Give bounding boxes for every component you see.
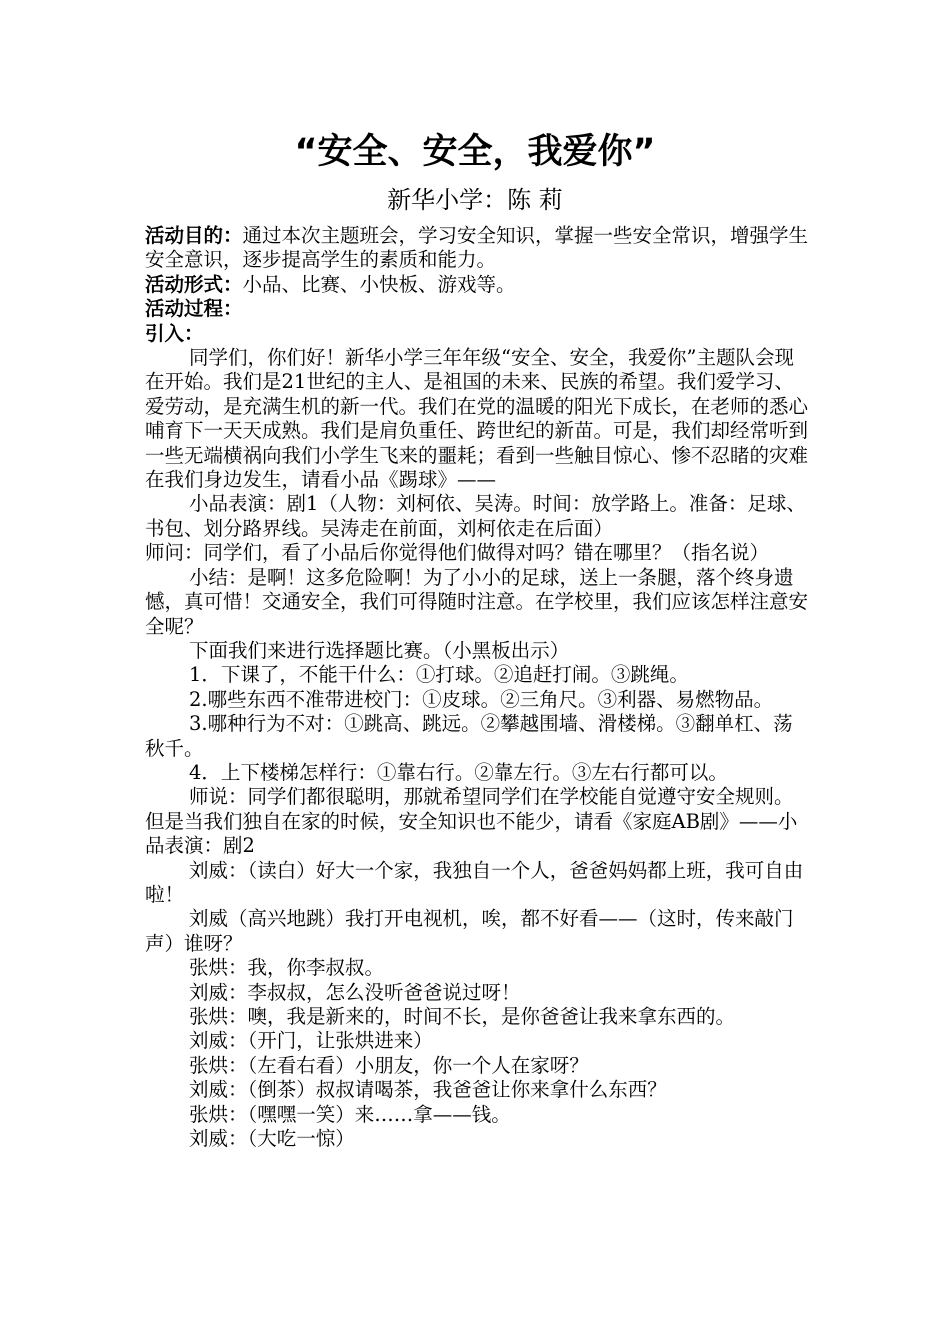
skit-1-description: 小品表演：剧1（人物：刘柯依、吴涛。时间：放学路上。准备：足球、书包、划分路界线。吴涛走在前面，刘柯依走在后面） — [145, 492, 806, 540]
intro-paragraph: 同学们，你们好！新华小学三年年级“安全、安全，我爱你”主题队会现在开始。我们是21世纪的主人、是祖国的未来、民族的希望。我们爱学习、爱劳动，是充满生机的新一代。我们在党的温暖的阳光下成长，在老师的悉心哺育下一天天成熟。我们是肩负重任、跨世纪的新苗。可是，我们却经常听到一些无端横祸向我们小学生飞来的噩耗；看到一些触目惊心、惨不忍睹的灾难在我们身边发生，请看小品《踢球》—— — [145, 346, 809, 492]
form-text: 小品、比赛、小快板、游戏等。 — [242, 272, 516, 296]
form-label: 活动形式： — [145, 272, 243, 296]
quiz-item: 3.哪种行为不对：①跳高、跳远。②攀越围墙、滑楼梯。③翻单杠、荡秋千。 — [145, 712, 793, 760]
quiz-intro: 下面我们来进行选择题比赛。（小黑板出示） — [189, 638, 570, 662]
document-body — [145, 224, 810, 1151]
teacher-remark: 师说：同学们都很聪明，那就希望同学们在学校能自觉遵守安全规则。但是当我们独自在家的时候，安全知识也不能少，请看《家庭AB剧》——小品表演：剧2 — [145, 785, 798, 858]
purpose-text: 通过本次主题班会，学习安全知识，掌握一些安全常识，增强学生安全意识，逐步提高学生的素质和能力。 — [145, 224, 809, 272]
form-paragraph — [145, 273, 810, 297]
intro-heading: 引入： — [145, 321, 204, 345]
process-heading: 活动过程： — [145, 297, 243, 321]
quiz-item: 4．上下楼梯怎样行：①靠右行。②靠左行。③左右行都可以。 — [189, 760, 728, 784]
purpose-label: 活动目的： — [145, 224, 243, 247]
dialogue-line: 张烘：（嘿嘿一笑）来……拿——钱。 — [189, 1102, 511, 1126]
dialogue-line: 刘威：李叔叔，怎么没听爸爸说过呀！ — [189, 980, 521, 1004]
dialogue-line: 刘威：（读白）好大一个家，我独自一个人，爸爸妈妈都上班，我可自由啦！ — [145, 858, 804, 906]
teacher-question: 师问：同学们，看了小品后你觉得他们做得对吗？错在哪里？（指名说） — [145, 541, 770, 565]
quiz-item: 2.哪些东西不准带进校门：①皮球。②三角尺。③利器、易燃物品。 — [189, 687, 774, 711]
document-title: “安全、安全，我爱你” — [294, 132, 656, 172]
dialogue-line: 张烘：（左看右看）小朋友，你一个人在家呀？ — [189, 1053, 589, 1077]
quiz-item: 1．下课了，不能干什么：①打球。②追赶打闹。③跳绳。 — [189, 663, 689, 687]
dialogue-line: 刘威：（开门，让张烘进来） — [189, 1029, 433, 1053]
summary-paragraph: 小结：是啊！这多危险啊！为了小小的足球，送上一条腿，落个终身遗憾，真可惜！交通安全，我们可得随时注意。在学校里，我们应该怎样注意安全呢？ — [145, 565, 809, 638]
dialogue-line: 张烘：我，你李叔叔。 — [189, 956, 385, 980]
dialogue-line: 张烘：噢，我是新来的，时间不长，是你爸爸让我来拿东西的。 — [189, 1005, 736, 1028]
dialogue-line: 刘威（高兴地跳）我打开电视机，唉，都不好看——（这时，传来敲门声）谁呀？ — [145, 907, 794, 955]
dialogue-line: 刘威：（大吃一惊） — [189, 1127, 355, 1151]
purpose-paragraph — [145, 224, 810, 273]
author-line: 新华小学：陈 莉 — [387, 186, 563, 214]
dialogue-line: 刘威：（倒茶）叔叔请喝茶，我爸爸让你来拿什么东西？ — [189, 1078, 667, 1102]
